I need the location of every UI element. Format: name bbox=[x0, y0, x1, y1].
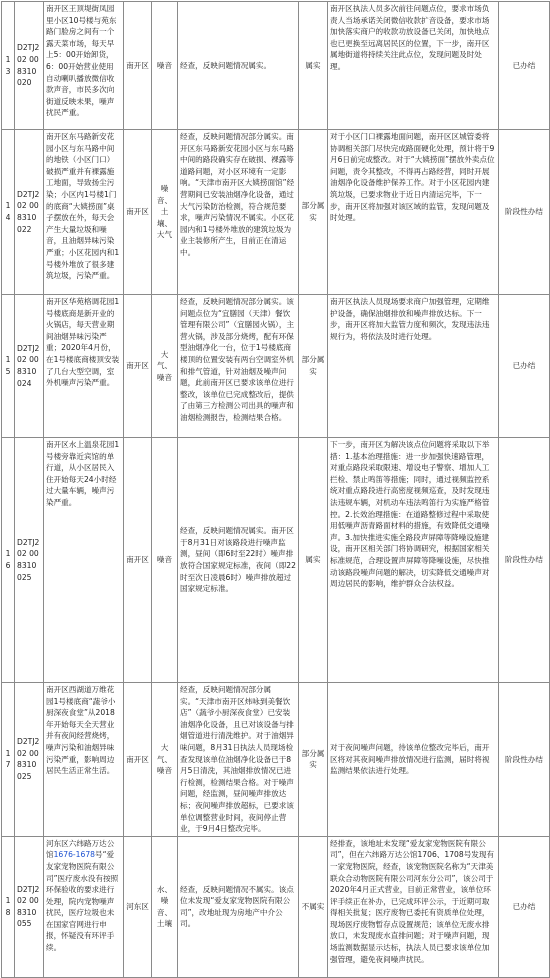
pollution-type: 大气、噪音 bbox=[152, 295, 178, 438]
table-row bbox=[2, 295, 550, 438]
pollution-type: 噪音 bbox=[152, 2, 178, 130]
district: 南开区 bbox=[124, 130, 152, 295]
complaint-text-part: 号“爱友家宠物医院有限公司”医疗废水没有按照环保验收的要求进行处理，院内宠物噪声扰民，医疗垃圾也未在国家官网进行申报，怀疑没有环评手续。 bbox=[46, 850, 119, 953]
verdict: 属实 bbox=[299, 2, 328, 130]
complaint-text: 南开区水上温泉花园1号楼旁靠近宾馆的单行道，从小区居民入住开始每天24小时经过大量车辆，噪声污染严重。 bbox=[44, 438, 124, 683]
status: 已办结 bbox=[499, 2, 550, 130]
case-id: D2TJ202 008310022 bbox=[15, 130, 44, 295]
investigation-finding: 经查，反映问题情况不属实。该点位未发现“爱友家宠物医院有限公司”，改地址现为房地产中介公司。 bbox=[178, 836, 299, 977]
table-row bbox=[2, 438, 550, 683]
complaint-text: 南开区东马路新安花园小区与东马路中间的地铁（小区门口）破损严重并有裸露施工地面，导致扬尘污染；小区内1号楼1门的底商“大姨捞面”桌子摆放在外，每天会产生大量垃圾和噪音，且油烟异味污染严重；小区花园内和1号楼外堆放了很多建筑垃圾，污染严重。 bbox=[44, 130, 124, 295]
verdict: 不属实 bbox=[299, 836, 328, 977]
status: 已办结 bbox=[499, 295, 550, 438]
row-number: 14 bbox=[2, 130, 15, 295]
complaint-text bbox=[44, 836, 124, 977]
verdict: 部分属实 bbox=[299, 130, 328, 295]
status: 阶段性办结 bbox=[499, 130, 550, 295]
investigation-finding: 经查，反映问题情况部分属实。“天津市南开区炜咏到美餐饮店”（蔬爷小厨深夜食堂）已安装油烟净化设备，且已对该设备与排烟管道进行清洗维护。对于油烟异味问题，8月31日执法人员现场检查发现该单位油烟净化设备已于8月5日清洗，其油烟排放情况已进行检测，检测结果合格。对于噪声问题，经监测，昼间噪声排放达标；夜间噪声排放超标，已要求该单位调整营业时间，夜间停止营业，于9月4日整改完毕。 bbox=[178, 683, 299, 837]
complaint-table bbox=[1, 1, 550, 978]
complaint-text: 南开区王顶堤街凤园里小区10号楼与苑东路门脸房之间有一个露天菜市场，每天早上5：00开始卸货，6：00开始营业使用自动喇叭播放微信收款声音，市民多次向街道反映未果，噪声扰民严重。 bbox=[44, 2, 124, 130]
case-id: D2TJ202 008310025 bbox=[15, 683, 44, 837]
row-number: 18 bbox=[2, 836, 15, 977]
case-id: D2TJ202 008310025 bbox=[15, 438, 44, 683]
handling-measures: 经排查，该地址未发现“爱友家宠物医院有限公司”，但在六纬路万达公馆1706、1708号发现有一家宠物医院，经查，该宠物医院名称为“天津美联众合动物医院有限公司河东分公司”，该公司于2020年4月正式营业，目前正常营业，该单位环评手续正在补办，已完成环评公示，于近期可取得相关批复；医疗废物已委托有资质单位处理，现场医疗废物暂存点设置规范；该单位无废水排放口，未发现废水直排问题；对于噪声问题，现场监测数据显示达标，执法人员已要求该单位加强管理，避免夜间噪声扰民。 bbox=[328, 836, 499, 977]
handling-measures: 对于夜间噪声问题，待该单位整改完毕后，南开区将对其夜间噪声排放情况进行监测，届时将视监测结果依法进行处理。 bbox=[328, 683, 499, 837]
district: 南开区 bbox=[124, 295, 152, 438]
pollution-type: 噪音、土壤、大气 bbox=[152, 130, 178, 295]
row-number: 17 bbox=[2, 683, 15, 837]
table-row bbox=[2, 836, 550, 977]
district: 南开区 bbox=[124, 438, 152, 683]
investigation-finding: 经查，反映问题情况部分属实。该问题点位为“宜膳园（天津）餐饮管理有限公司”（宜膳园火锅），主营火锅，涉及部分烧烤，配有环保型油烟净化一台，位于1号楼底商楼顶的位置安装有两台空调室外机和排气管道，针对油烟及噪声问题，此前南开区已要求该单位进行整改，该单位已完成整改后，提供了由第三方检测公司出具的噪声和油烟检测报告，检测结果合格。 bbox=[178, 295, 299, 438]
table-row bbox=[2, 683, 550, 837]
address-link[interactable]: 1676-1678 bbox=[53, 850, 95, 860]
row-number: 13 bbox=[2, 2, 15, 130]
handling-measures: 南开区执法人员现场要求商户加强管理，定期维护设备，确保油烟排放和噪声排放达标。下一步，南开区将加大监管力度和频次，发现违法违规行为，将依法及时进行处理。 bbox=[328, 295, 499, 438]
verdict: 部分属实 bbox=[299, 295, 328, 438]
district: 南开区 bbox=[124, 2, 152, 130]
district: 南开区 bbox=[124, 683, 152, 837]
case-id: D2TJ202 008310020 bbox=[15, 2, 44, 130]
status: 已办结 bbox=[499, 836, 550, 977]
handling-measures: 下一步，南开区为解决该点位问题将采取以下举措：1.基本治理措施：进一步加强快速路管理，对重点路段采取限速、增设电子警察、增加人工拦检、禁止鸣笛等措施；同时，通过视频监控系统对重点路段进行高密度视频巡查，及时发现违法违规车辆，对机动车违法鸣笛行为实施严格管控。2.长效治理措施：在道路整修过程中采取使用低噪声沥青路面材料的措施，有效降低交通噪声。3.加快推进实施全路段声屏障等降噪设施建设，南开区相关部门将协调研究，根据国家相关标准规范，合理设置声屏障等降噪设施，尽快推动该路段噪声问题的解决，切实降低交通噪声对周边居民的影响，维护群众合法权益。 bbox=[328, 438, 499, 683]
pollution-type: 水、噪音、土壤 bbox=[152, 836, 178, 977]
row-number: 15 bbox=[2, 295, 15, 438]
investigation-finding: 经查，反映问题情况属实。南开区于8月31日对该路段进行噪声监测，昼间（即6时至22时）噪声排放符合国家规定标准，夜间（即22时至次日凌晨6时）噪声排放超过国家规定标准。 bbox=[178, 438, 299, 683]
district: 河东区 bbox=[124, 836, 152, 977]
verdict: 属实 bbox=[299, 438, 328, 683]
pollution-type: 大气、噪音 bbox=[152, 683, 178, 837]
complaint-text-part: 河东区六纬路万达公馆 bbox=[46, 838, 115, 860]
handling-measures: 南开区执法人员多次前往问题点位，要求市场负责人当场承诺关闭微信收款扩音设备，要求市场加快落实商户的收款功放设备已关闭，加快地点也已更换至远离居民区的位置，下一步，南开区属地街道将持续关注此点位，发现问题及时处理。 bbox=[328, 2, 499, 130]
pollution-type: 噪音 bbox=[152, 438, 178, 683]
row-number: 16 bbox=[2, 438, 15, 683]
investigation-finding: 经查，反映问题情况部分属实。南开区东马路新安花园小区与东马路中间的路段确实存在破损、裸露等道路问题，对小区环境有一定影响。“天津市南开区大姨捞面馆”经营期间已安装油烟净化设备，通过大气污染防治检测，符合规范要求，噪声污染情况不属实。小区花园内和1号楼外堆放的建筑垃圾为业主装修所产生，目前正在清运中。 bbox=[178, 130, 299, 295]
status: 阶段性办结 bbox=[499, 683, 550, 837]
complaint-text: 南开区华苑格调花园1号楼底商是新开业的火锅店，每天营业期间油烟异味污染严重；2020年4月份，在1号楼底商楼顶安装了几台大型空调，室外机噪声污染严重。 bbox=[44, 295, 124, 438]
case-id: D2TJ202 008310024 bbox=[15, 295, 44, 438]
verdict: 部分属实 bbox=[299, 683, 328, 837]
status: 阶段性办结 bbox=[499, 438, 550, 683]
table-row bbox=[2, 2, 550, 130]
table-row bbox=[2, 130, 550, 295]
complaint-text: 南开区西湖道万维花园1号楼底商“蔬爷小厨深夜食堂”从2018年开始每天全天营业并有夜间经营烧烤，噪声污染和油烟异味污染严重，影响周边居民生活正常生活。 bbox=[44, 683, 124, 837]
case-id: D2TJ202 008310055 bbox=[15, 836, 44, 977]
handling-measures: 对于小区门口裸露地面问题，南开区区城管委将协调相关部门尽快完成路面硬化处理，预计将于9月6日前完成整改。对于“大姨捞面”摆放外卖点位问题，责令其整改，不得再占路经营，同时开展油烟净化设备维护保养工作。对于小区花园内建筑垃圾，已要求物业于近日内清运完毕，下一步，南开区将加强对该区域的监管，发现问题及时处理。 bbox=[328, 130, 499, 295]
investigation-finding: 经查，反映问题情况属实。 bbox=[178, 2, 299, 130]
